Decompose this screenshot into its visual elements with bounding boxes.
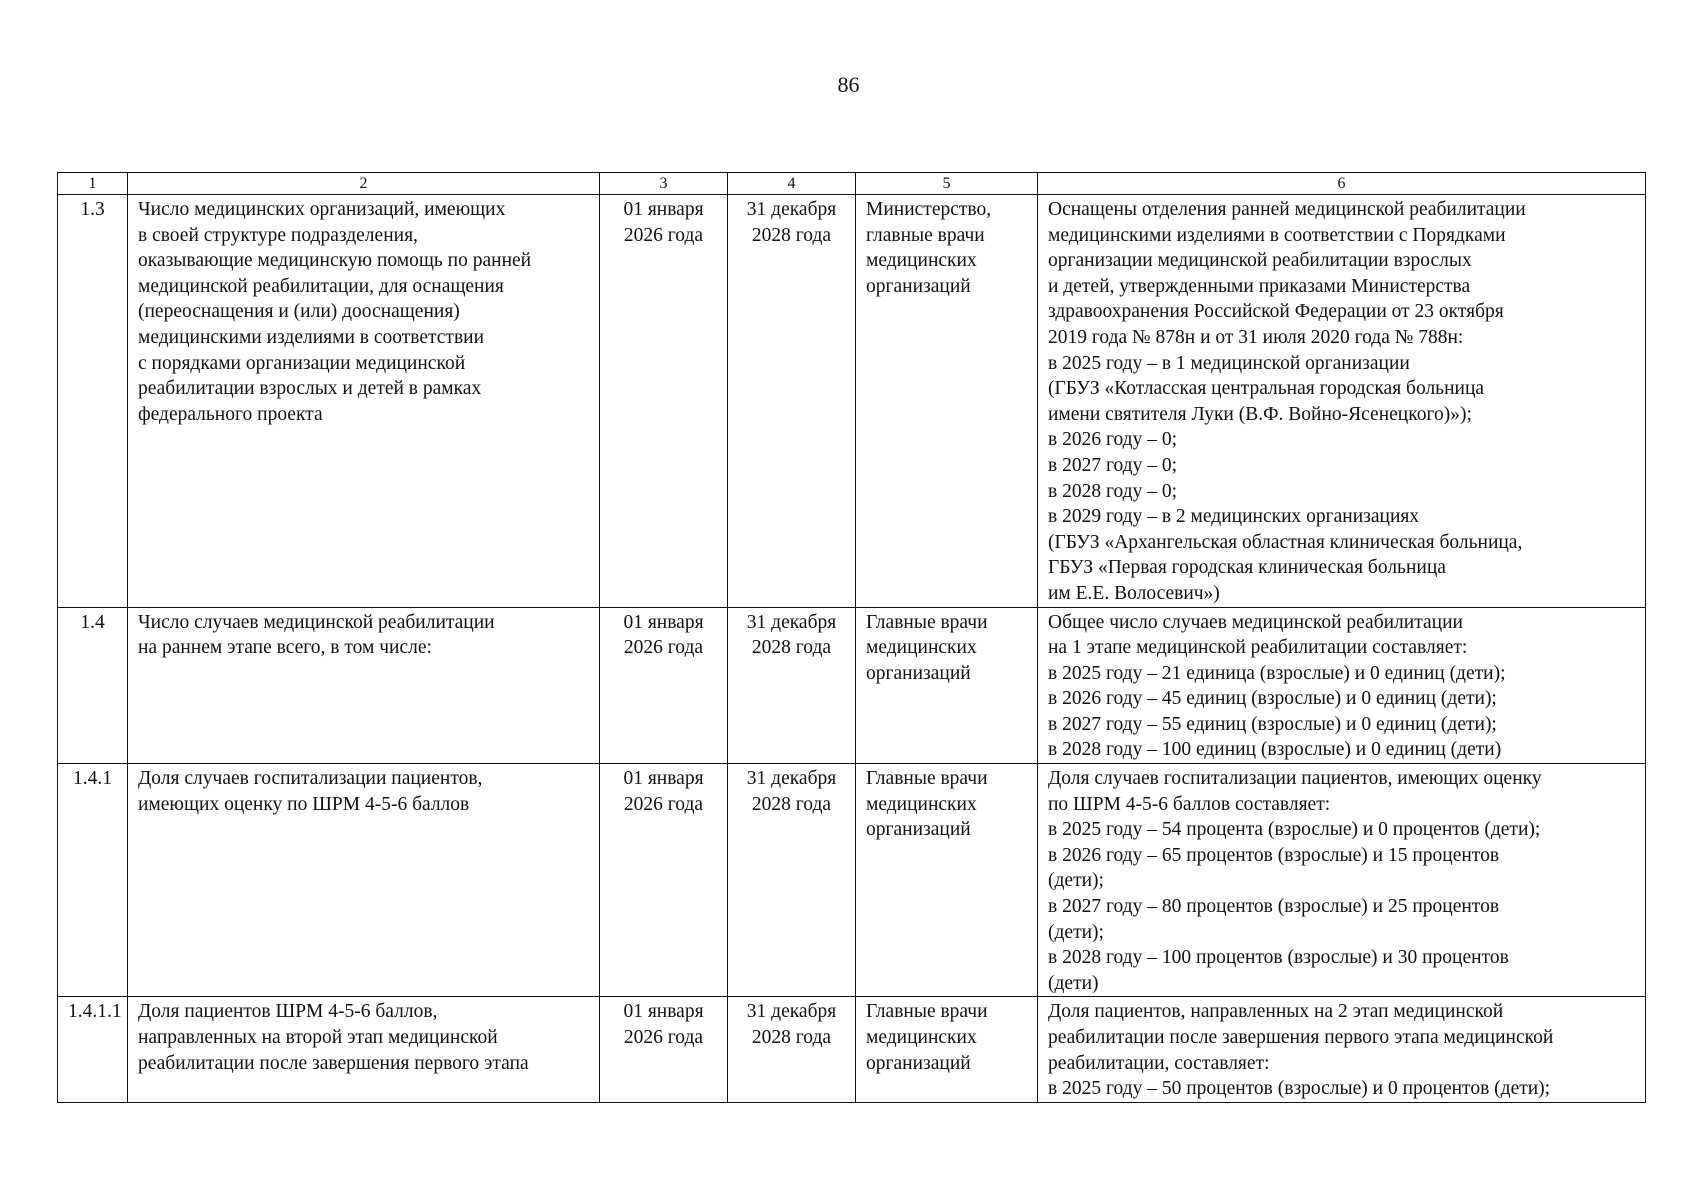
start-date-line: 01 января xyxy=(623,611,704,633)
result-line: имени святителя Луки (В.Ф. Войно-Ясенецкого)»); xyxy=(1048,403,1472,425)
result-line: (ГБУЗ «Архангельская областная клиническая больница, xyxy=(1048,531,1523,553)
result-line: в 2028 году – 100 единиц (взрослые) и 0 единиц (дети) xyxy=(1048,739,1502,761)
result-line: в 2026 году – 65 процентов (взрослые) и 15 процентов xyxy=(1048,844,1500,866)
indicator-name-cell xyxy=(128,607,600,764)
indicator-name-line: Число медицинских организаций, имеющих xyxy=(138,199,506,220)
result-line: в 2027 году – 0; xyxy=(1048,454,1177,476)
indicator-name-line: реабилитации взрослых и детей в рамках xyxy=(138,378,482,400)
result-line: организации медицинской реабилитации взрослых xyxy=(1048,250,1472,272)
responsible-line: организаций xyxy=(866,819,971,841)
indicator-name-line: оказывающие медицинскую помощь по ранней xyxy=(138,250,532,272)
result-line: в 2026 году – 45 единиц (взрослые) и 0 единиц (дети); xyxy=(1048,688,1497,710)
result-line: Оснащены отделения ранней медицинской реабилитации xyxy=(1048,199,1526,220)
end-date-line: 2028 года xyxy=(751,224,832,246)
table-row xyxy=(58,764,1646,997)
column-number: 6 xyxy=(1038,173,1646,195)
indicator-name-cell xyxy=(128,764,600,997)
result-cell xyxy=(1038,764,1646,997)
column-number: 1 xyxy=(58,173,128,195)
indicator-name-line: в своей структуре подразделения, xyxy=(138,224,418,246)
start-date-line: 01 января xyxy=(623,199,704,220)
table-row xyxy=(58,997,1646,1102)
responsible-line: медицинских xyxy=(866,250,977,272)
result-line: ГБУЗ «Первая городская клиническая больница xyxy=(1048,557,1446,579)
end-date-cell xyxy=(728,997,856,1102)
responsible-line: главные врачи xyxy=(866,224,985,246)
end-date-line: 31 декабря xyxy=(746,611,837,633)
result-line: и детей, утвержденными приказами Министерства xyxy=(1048,275,1471,297)
result-line: (дети); xyxy=(1048,921,1104,943)
end-date-cell xyxy=(728,607,856,764)
start-date-line: 01 января xyxy=(623,1001,704,1023)
start-date-line: 2026 года xyxy=(623,637,704,659)
result-line: медицинскими изделиями в соответствии с Порядками xyxy=(1048,224,1506,246)
result-line: (дети) xyxy=(1048,972,1099,994)
responsible-line: Главные врачи xyxy=(866,611,988,633)
item-number: 1.4.1 xyxy=(73,768,112,790)
end-date-line: 2028 года xyxy=(751,1027,832,1048)
result-cell xyxy=(1038,997,1646,1102)
indicator-name-line: медицинской реабилитации, для оснащения xyxy=(138,275,504,297)
indicator-name-line: реабилитации после завершения первого этапа xyxy=(138,1052,529,1074)
result-line: в 2029 году – в 2 медицинских организациях xyxy=(1048,506,1420,528)
responsible-cell xyxy=(856,764,1038,997)
result-line: в 2028 году – 100 процентов (взрослые) и 30 процентов xyxy=(1048,947,1509,969)
result-line: (ГБУЗ «Котласская центральная городская больница xyxy=(1048,378,1485,400)
indicator-name-line: с порядками организации медицинской xyxy=(138,352,466,374)
item-number-cell xyxy=(58,607,128,764)
result-line: на 1 этапе медицинской реабилитации составляет: xyxy=(1048,637,1468,659)
result-line: в 2025 году – 54 процента (взрослые) и 0 процентов (дети); xyxy=(1048,819,1541,841)
responsible-line: Главные врачи xyxy=(866,1001,988,1023)
end-date-line: 2028 года xyxy=(751,637,832,659)
result-line: по ШРМ 4-5-6 баллов составляет: xyxy=(1048,793,1331,815)
result-line: в 2027 году – 55 единиц (взрослые) и 0 единиц (дети); xyxy=(1048,713,1497,735)
responsible-line: Министерство, xyxy=(866,199,992,220)
indicator-name-line: на раннем этапе всего, в том числе: xyxy=(138,637,432,659)
column-number-row xyxy=(58,173,1646,195)
end-date-line: 2028 года xyxy=(751,793,832,815)
start-date-cell xyxy=(600,997,728,1102)
column-number: 3 xyxy=(600,173,728,195)
plan-table xyxy=(57,172,1646,1103)
responsible-line: медицинских xyxy=(866,1027,977,1048)
table-row xyxy=(58,195,1646,608)
result-line: в 2027 году – 80 процентов (взрослые) и 25 процентов xyxy=(1048,896,1500,918)
result-line: реабилитации, составляет: xyxy=(1048,1052,1270,1074)
result-line: им Е.Е. Волосевич») xyxy=(1048,582,1220,604)
responsible-cell xyxy=(856,195,1038,608)
column-number: 5 xyxy=(856,173,1038,195)
result-line: 2019 года № 878н и от 31 июля 2020 года № 788н: xyxy=(1048,326,1464,348)
result-line: в 2026 году – 0; xyxy=(1048,429,1177,451)
indicator-name-line: Доля пациентов ШРМ 4-5-6 баллов, xyxy=(138,1001,438,1023)
start-date-line: 2026 года xyxy=(623,793,704,815)
responsible-cell xyxy=(856,607,1038,764)
result-line: здравоохранения Российской Федерации от 23 октября xyxy=(1048,301,1504,323)
item-number-cell xyxy=(58,997,128,1102)
table-row xyxy=(58,607,1646,764)
indicator-name-line: Число случаев медицинской реабилитации xyxy=(138,611,495,633)
responsible-line: организаций xyxy=(866,275,971,297)
end-date-cell xyxy=(728,764,856,997)
start-date-line: 2026 года xyxy=(623,224,704,246)
start-date-cell xyxy=(600,764,728,997)
result-line: Общее число случаев медицинской реабилитации xyxy=(1048,611,1463,633)
item-number-cell xyxy=(58,195,128,608)
responsible-line: организаций xyxy=(866,1052,971,1074)
end-date-line: 31 декабря xyxy=(746,768,837,790)
end-date-line: 31 декабря xyxy=(746,1001,837,1023)
result-cell xyxy=(1038,607,1646,764)
responsible-line: Главные врачи xyxy=(866,768,988,790)
responsible-line: медицинских xyxy=(866,637,977,659)
column-number: 4 xyxy=(728,173,856,195)
result-line: в 2025 году – в 1 медицинской организации xyxy=(1048,352,1410,374)
result-line: в 2025 году – 50 процентов (взрослые) и 0 процентов (дети); xyxy=(1048,1078,1551,1100)
page-number: 86 xyxy=(837,72,860,97)
result-line: (дети); xyxy=(1048,870,1104,892)
end-date-cell xyxy=(728,195,856,608)
end-date-line: 31 декабря xyxy=(746,199,837,220)
result-line: Доля пациентов, направленных на 2 этап медицинской xyxy=(1048,1001,1504,1023)
result-line: в 2028 году – 0; xyxy=(1048,480,1177,502)
start-date-cell xyxy=(600,195,728,608)
start-date-cell xyxy=(600,607,728,764)
item-number: 1.4 xyxy=(80,611,105,633)
indicator-name-line: Доля случаев госпитализации пациентов, xyxy=(138,768,483,790)
responsible-cell xyxy=(856,997,1038,1102)
indicator-name-cell xyxy=(128,195,600,608)
responsible-line: медицинских xyxy=(866,793,977,815)
column-number: 2 xyxy=(128,173,600,195)
indicator-name-line: имеющих оценку по ШРМ 4-5-6 баллов xyxy=(138,793,470,815)
result-line: Доля случаев госпитализации пациентов, имеющих оценку xyxy=(1048,768,1542,790)
item-number-cell xyxy=(58,764,128,997)
result-cell xyxy=(1038,195,1646,608)
indicator-name-cell xyxy=(128,997,600,1102)
indicator-name-line: медицинскими изделиями в соответствии xyxy=(138,326,485,348)
item-number: 1.3 xyxy=(80,199,105,220)
indicator-name-line: направленных на второй этап медицинской xyxy=(138,1027,498,1048)
indicator-name-line: (переоснащения и (или) дооснащения) xyxy=(138,301,460,323)
indicator-name-line: федерального проекта xyxy=(138,403,323,425)
responsible-line: организаций xyxy=(866,662,971,684)
start-date-line: 2026 года xyxy=(623,1027,704,1048)
item-number: 1.4.1.1 xyxy=(68,1001,122,1023)
result-line: реабилитации после завершения первого этапа медицинской xyxy=(1048,1027,1554,1048)
start-date-line: 01 января xyxy=(623,768,704,790)
result-line: в 2025 году – 21 единица (взрослые) и 0 единиц (дети); xyxy=(1048,662,1506,684)
